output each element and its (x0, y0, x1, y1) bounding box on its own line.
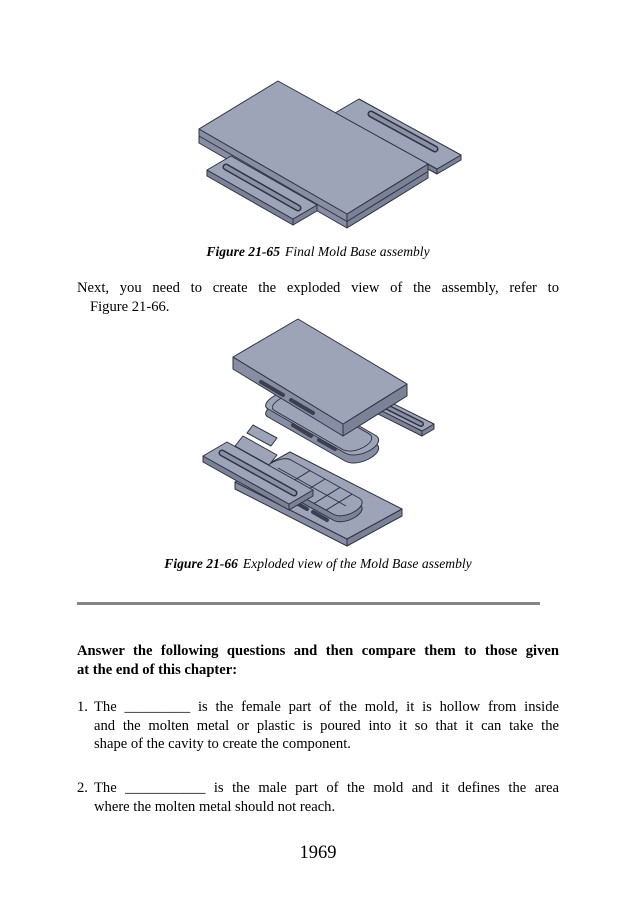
paragraph-line: Figure 21-66. (90, 298, 170, 315)
figure-21-66-caption-text: Exploded view of the Mold Base assembly (242, 556, 472, 571)
mold-base-assembly-figure (183, 72, 463, 238)
body-paragraph (77, 279, 559, 316)
paragraph-line: Next, you need to create the exploded view of the assembly, refer to (77, 280, 559, 296)
questions-header (77, 642, 559, 679)
question-number: 2. (77, 780, 88, 796)
page-number: 1969 (299, 843, 337, 863)
question-item-1 (77, 698, 559, 754)
figure-21-65-caption-text: Final Mold Base assembly (285, 244, 430, 259)
question-line: where the molten metal should not reach. (94, 798, 336, 815)
question-line: The ___________ is the male part of the mold and it defines the area (94, 780, 559, 796)
section-divider (77, 602, 540, 605)
question-number: 1. (77, 699, 88, 715)
figure-21-66-caption-label: Figure 21-66 (164, 556, 238, 571)
question-item-2 (77, 779, 559, 816)
question-line: and the molten metal or plastic is poured into it so that it can take the (94, 717, 559, 734)
question-text (94, 698, 559, 754)
question-text (94, 779, 559, 816)
figure-21-65-caption-label: Figure 21-65 (206, 244, 281, 259)
top-plate (233, 319, 407, 436)
question-line: The _________ is the female part of the mold, it is hollow from inside (94, 699, 559, 715)
questions-header-line: at the end of this chapter: (77, 661, 238, 678)
questions-header-line: Answer the following questions and then compare them to those given (77, 643, 559, 659)
figure-21-66-caption (0, 555, 636, 572)
exploded-view-figure (183, 312, 453, 552)
question-line: shape of the cavity to create the component. (94, 736, 351, 753)
figure-21-65-caption (0, 243, 636, 260)
